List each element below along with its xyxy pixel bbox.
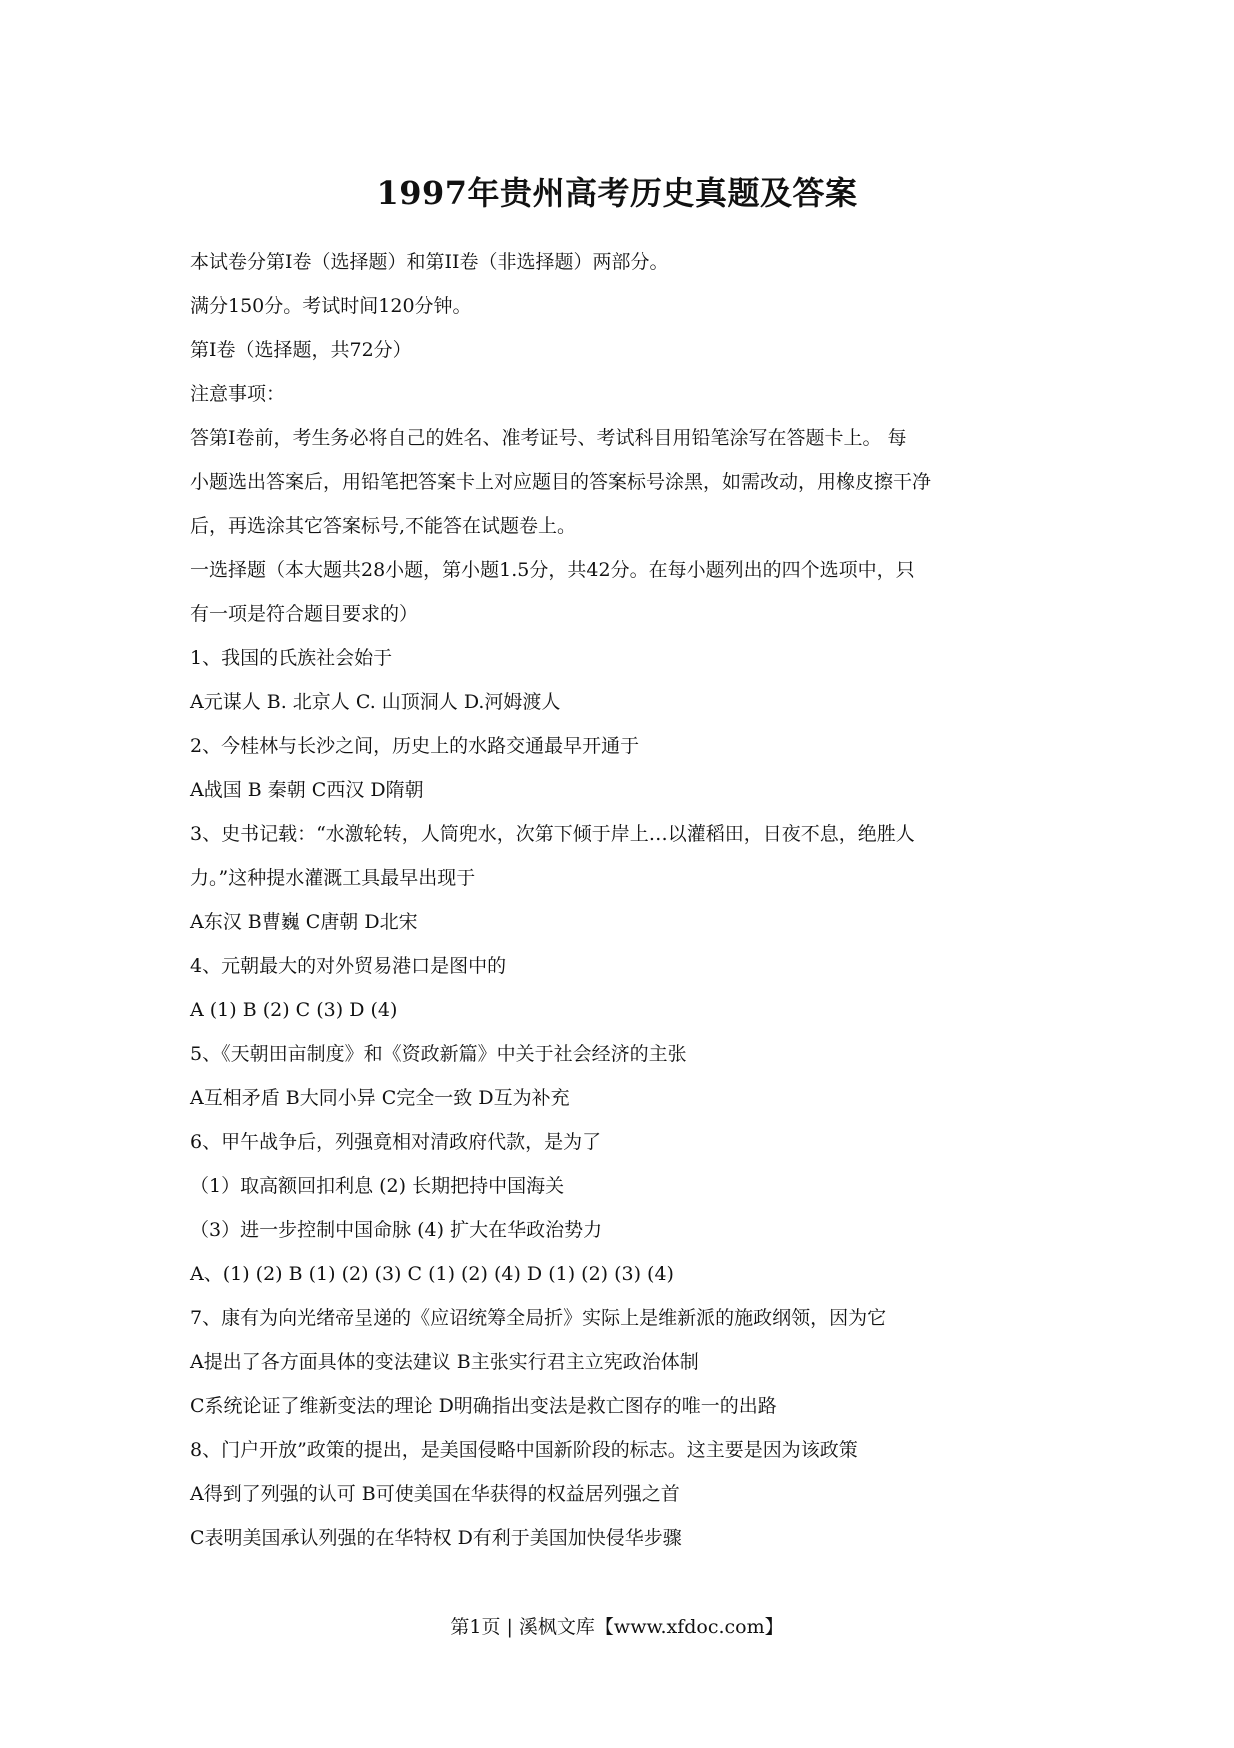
notes-text-line: 后，再选涂其它答案标号,不能答在试题卷上。 — [190, 515, 577, 537]
notes-text-line: 答第Ⅰ卷前，考生务必将自己的姓名、准考证号、考试科目用铅笔涂写在答题卡上。 每 — [190, 427, 907, 449]
options-line: A提出了各方面具体的变法建议 B主张实行君主立宪政治体制 — [190, 1351, 699, 1373]
part-one-heading: 第Ⅰ卷（选择题，共72分） — [190, 339, 412, 361]
question-line: 8、门户开放”政策的提出，是美国侵略中国新阶段的标志。这主要是因为该政策 — [190, 1439, 858, 1461]
question-line: 7、康有为向光绪帝呈递的《应诏统筹全局折》实际上是维新派的施政纲领，因为它 — [190, 1307, 887, 1329]
page-footer: 第1页 | 溪枫文库【www.xfdoc.com】 — [450, 1616, 784, 1638]
options-line: A元谋人 B. 北京人 C. 山顶洞人 D.河姆渡人 — [190, 691, 561, 713]
options-line: C系统论证了维新变法的理论 D明确指出变法是救亡图存的唯一的出路 — [190, 1395, 777, 1417]
document-title: 1997年贵州高考历史真题及答案 — [376, 174, 858, 212]
intro-line: 本试卷分第Ⅰ卷（选择题）和第II卷（非选择题）两部分。 — [190, 251, 669, 273]
options-line: A东汉 B曹巍 C唐朝 D北宋 — [190, 911, 418, 933]
question-line: 力。”这种提水灌溉工具最早出现于 — [190, 867, 476, 889]
options-line: A得到了列强的认可 B可使美国在华获得的权益居列强之首 — [190, 1483, 680, 1505]
options-line: C表明美国承认列强的在华特权 D有利于美国加快侵华步骤 — [190, 1527, 682, 1549]
question-line: 2、今桂林与长沙之间，历史上的水路交通最早开通于 — [190, 735, 640, 757]
options-line: A (1) B (2) C (3) D (4) — [190, 999, 398, 1021]
section-instruction-line: 一选择题（本大题共28小题，第小题1.5分，共42分。在每小题列出的四个选项中，只 — [190, 559, 915, 581]
notes-text-line: 小题选出答案后，用铅笔把答案卡上对应题目的答案标号涂黑，如需改动，用橡皮擦干净 — [190, 471, 932, 493]
question-line: 4、元朝最大的对外贸易港口是图中的 — [190, 955, 507, 977]
section-instruction-line: 有一项是符合题目要求的） — [190, 603, 419, 625]
options-line: A互相矛盾 B大同小异 C完全一致 D互为补充 — [190, 1087, 570, 1109]
score-line: 满分150分。考试时间120分钟。 — [190, 295, 472, 317]
question-line: 6、甲午战争后，列强竟相对清政府代款，是为了 — [190, 1131, 602, 1153]
question-line: 1、我国的氏族社会始于 — [190, 647, 393, 669]
question-line: 3、史书记载：“水激轮转，人筒兜水，次第下倾于岸上…以灌稻田，日夜不息，绝胜人 — [190, 823, 915, 845]
options-line: A战国 B 秦朝 C西汉 D隋朝 — [190, 779, 424, 801]
sub-item-line: （3）进一步控制中国命脉 (4) 扩大在华政治势力 — [190, 1219, 603, 1241]
options-line: A、(1) (2) B (1) (2) (3) C (1) (2) (4) D (1) (2) (3) (4) — [190, 1263, 674, 1285]
question-line: 5、《天朝田亩制度》和《资政新篇》中关于社会经济的主张 — [190, 1043, 687, 1065]
sub-item-line: （1）取高额回扣利息 (2) 长期把持中国海关 — [190, 1175, 565, 1197]
document-body — [190, 240, 1060, 1560]
notes-heading: 注意事项： — [190, 383, 286, 405]
